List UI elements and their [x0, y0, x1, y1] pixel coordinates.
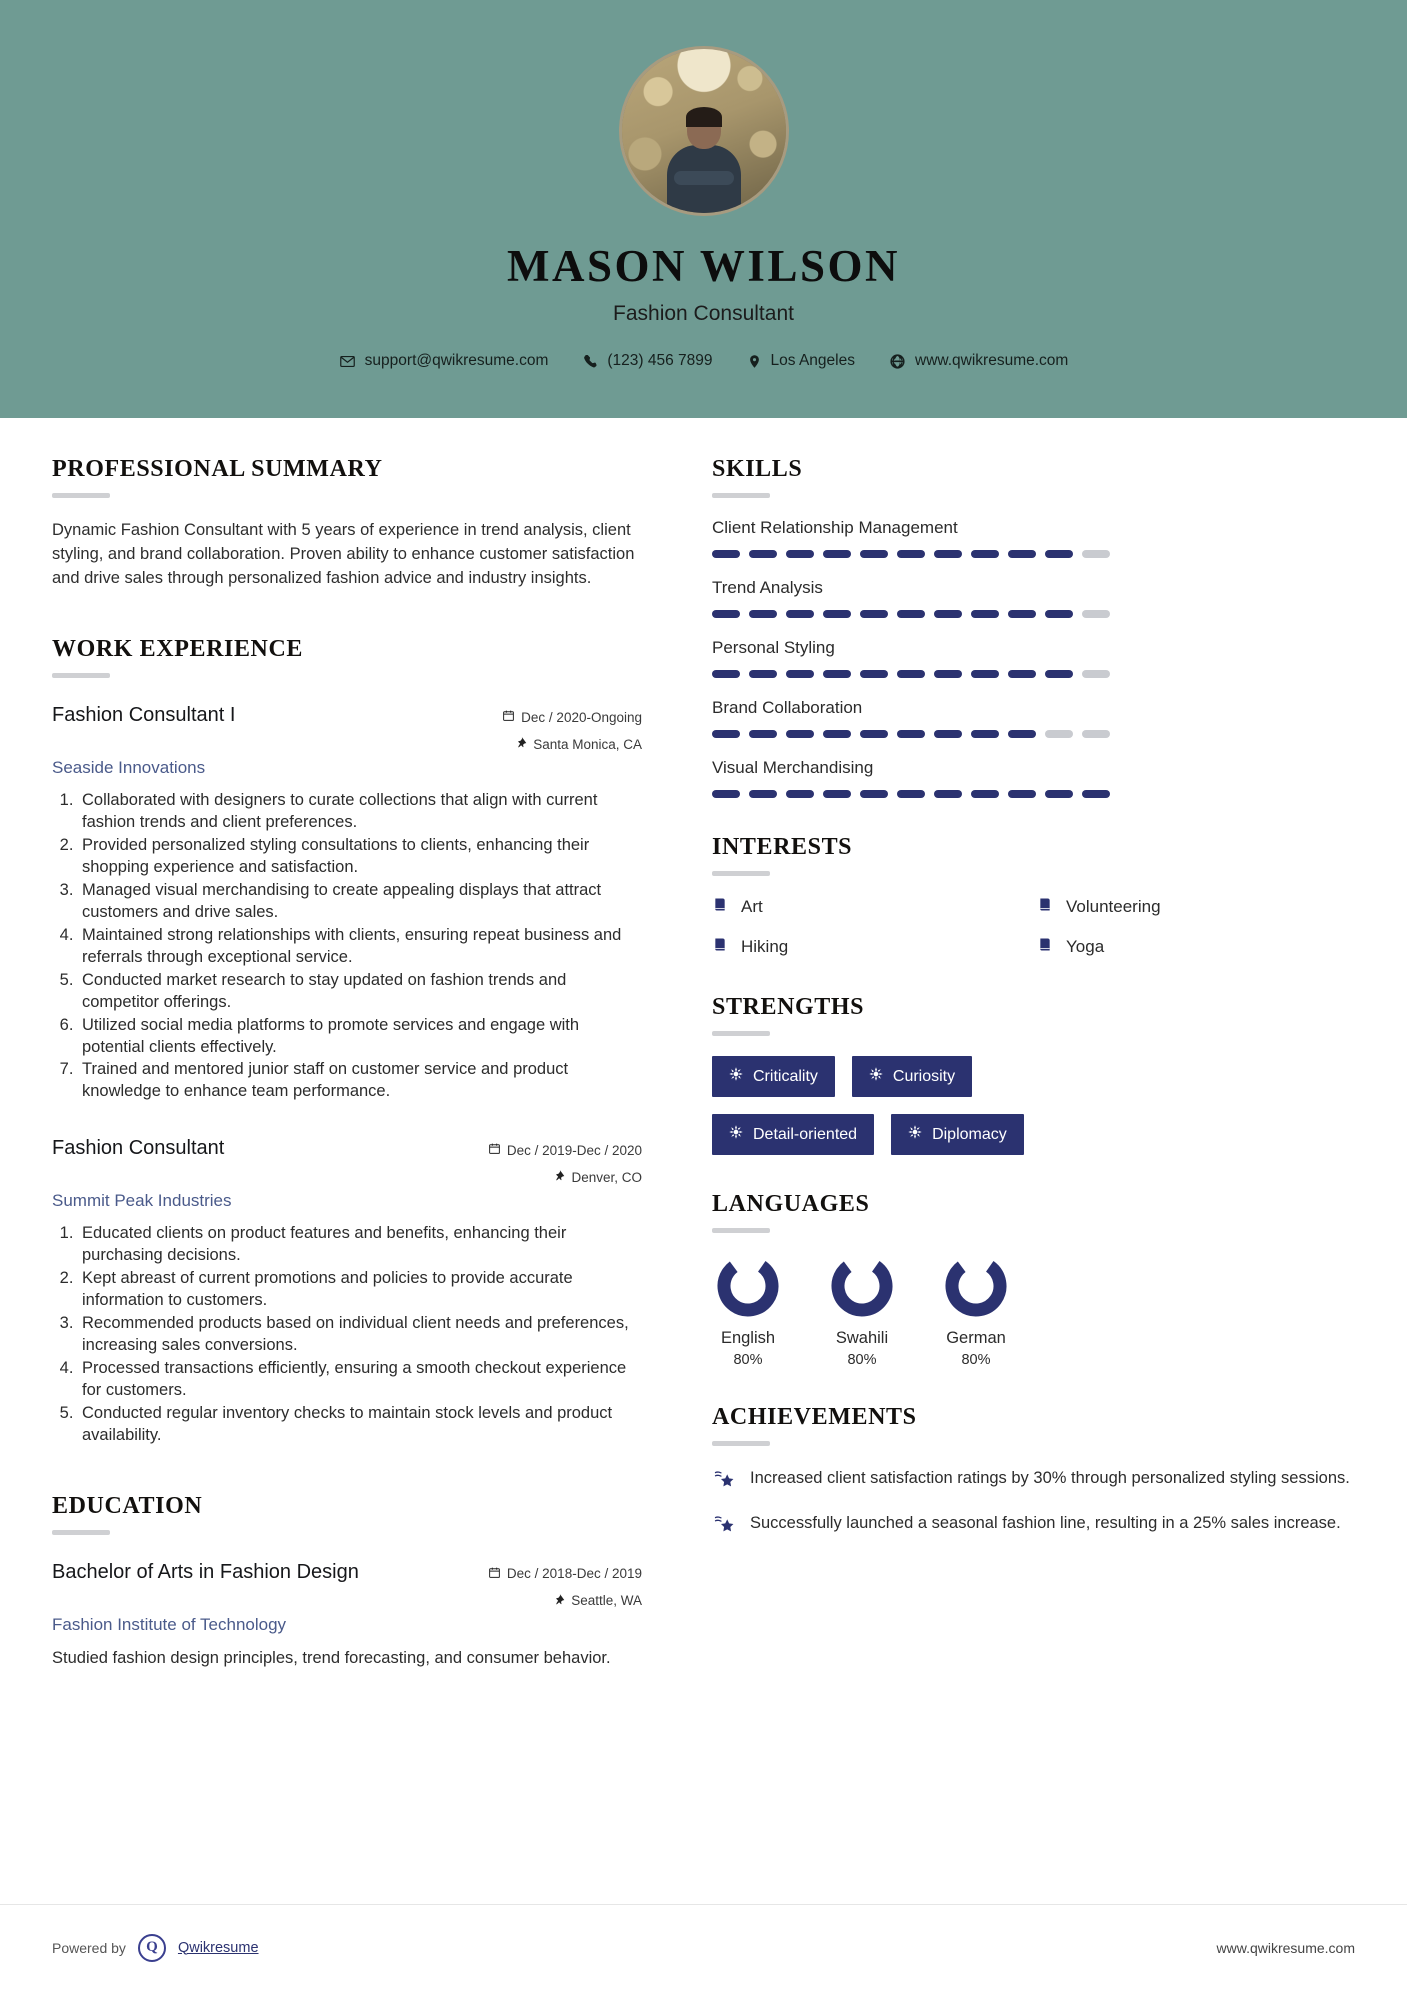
- skill-segment: [1008, 610, 1036, 618]
- interest-label: Yoga: [1066, 937, 1105, 956]
- skill-segment: [1008, 670, 1036, 678]
- globe-icon: [889, 353, 906, 370]
- section-rule: [52, 673, 110, 678]
- work-entry-meta: [502, 704, 642, 752]
- avatar-hair: [686, 107, 722, 127]
- summary-text: Dynamic Fashion Consultant with 5 years of experience in trend analysis, client styling, and brand collaboration. Proven ability to enhance customer satisfaction and drive sales through personalized fashion advice and industry insights.: [52, 521, 635, 588]
- book-icon: [1037, 936, 1053, 958]
- skill-segment: [786, 670, 814, 678]
- skill-segment: [823, 730, 851, 738]
- work-location: [502, 736, 642, 752]
- section-title-achievements: ACHIEVEMENTS: [712, 1404, 917, 1430]
- section-strengths: [712, 994, 1352, 1155]
- skill-segment: [897, 550, 925, 558]
- contact-email[interactable]: [339, 352, 549, 370]
- work-entry: [52, 1137, 642, 1446]
- skill-segment: [749, 610, 777, 618]
- interest-label: Hiking: [741, 937, 789, 956]
- work-entry-header: [52, 1137, 642, 1185]
- skill-segment: [749, 730, 777, 738]
- sparkle-icon: [908, 1125, 922, 1144]
- achievement-text: Successfully launched a seasonal fashion line, resulting in a 25% sales increase.: [750, 1514, 1341, 1532]
- contact-phone-text: (123) 456 7899: [607, 352, 713, 369]
- skill-level-bar: [712, 550, 1352, 558]
- skill-segment: [1045, 550, 1073, 558]
- left-column: [52, 418, 672, 1671]
- language-item: [826, 1255, 898, 1368]
- strength-label: Detail-oriented: [753, 1125, 858, 1143]
- language-name: English: [720, 1329, 776, 1347]
- work-entry-header: [52, 704, 642, 752]
- education-entry: [52, 1561, 642, 1671]
- footer-branding: [52, 1934, 259, 1962]
- skill-segment: [1008, 730, 1036, 738]
- section-title-strengths: STRENGTHS: [712, 994, 865, 1020]
- language-name: Swahili: [835, 1329, 889, 1347]
- skill-segment: [934, 730, 962, 738]
- skill-segment: [934, 790, 962, 798]
- skill-label: Personal Styling: [712, 638, 835, 657]
- section-rule: [712, 1228, 770, 1233]
- contact-phone[interactable]: [582, 352, 712, 370]
- education-dates: [488, 1566, 642, 1582]
- section-achievements: [712, 1404, 1352, 1540]
- sparkle-icon: [729, 1125, 743, 1144]
- work-dates: [502, 709, 642, 725]
- skill-segment: [860, 550, 888, 558]
- pushpin-icon: [515, 736, 527, 752]
- education-description: Studied fashion design principles, trend forecasting, and consumer behavior.: [52, 1648, 611, 1667]
- section-title-skills: SKILLS: [712, 456, 803, 482]
- footer-website: www.qwikresume.com: [1216, 1939, 1355, 1956]
- list-item: 5. Conducted regular inventory checks to maintain stock levels and product availability.: [78, 1403, 642, 1447]
- education-school: Fashion Institute of Technology: [52, 1614, 287, 1634]
- section-rule: [712, 1031, 770, 1036]
- interest-item: [712, 896, 1027, 918]
- skill-level-bar: [712, 790, 1352, 798]
- page-footer: [0, 1904, 1407, 1990]
- section-title-work: WORK EXPERIENCE: [52, 636, 304, 663]
- interest-label: Art: [741, 897, 763, 916]
- skill-segment: [897, 610, 925, 618]
- skill-label: Visual Merchandising: [712, 758, 874, 777]
- skill-segment: [971, 670, 999, 678]
- skill-segment: [1082, 670, 1110, 678]
- skill-segment: [860, 610, 888, 618]
- work-location-text: Santa Monica, CA: [533, 736, 642, 752]
- contact-email-text: support@qwikresume.com: [364, 352, 549, 369]
- skill-segment: [1082, 730, 1110, 738]
- list-item: 4. Maintained strong relationships with clients, ensuring repeat business and referrals through exceptional service.: [78, 925, 642, 969]
- book-icon: [1037, 896, 1053, 918]
- skill-segment: [786, 730, 814, 738]
- skill-segment: [786, 610, 814, 618]
- powered-by-label: Powered by: [52, 1939, 126, 1956]
- language-donut: [945, 1255, 1007, 1317]
- pushpin-icon: [553, 1169, 565, 1185]
- work-company: Seaside Innovations: [52, 758, 206, 778]
- award-star-icon: [712, 1468, 736, 1495]
- page-title: MASON WILSON: [507, 241, 900, 291]
- work-job-title: Fashion Consultant I: [52, 704, 236, 727]
- section-rule: [712, 871, 770, 876]
- work-company: Summit Peak Industries: [52, 1191, 232, 1211]
- strengths-list: [712, 1056, 1042, 1155]
- skill-segment: [823, 550, 851, 558]
- achievement-text: Increased client satisfaction ratings by 30% through personalized styling sessions.: [750, 1469, 1350, 1487]
- skill-label: Client Relationship Management: [712, 518, 958, 537]
- language-item: [712, 1255, 784, 1368]
- list-item: 2. Kept abreast of current promotions and policies to provide accurate information to customers.: [78, 1268, 642, 1312]
- skill-segment: [823, 790, 851, 798]
- calendar-icon: [488, 1142, 501, 1158]
- section-title-interests: INTERESTS: [712, 834, 853, 860]
- skill-segment: [749, 550, 777, 558]
- work-entry-meta: [488, 1137, 642, 1185]
- strength-badge: [852, 1056, 972, 1097]
- resume-header: [0, 0, 1407, 418]
- skill-level-bar: [712, 670, 1352, 678]
- skill-segment: [712, 730, 740, 738]
- work-dates: [488, 1142, 642, 1158]
- skill-segment: [860, 730, 888, 738]
- skill-segment: [1008, 550, 1036, 558]
- list-item: 1. Collaborated with designers to curate collections that align with current fashion trends and client preferences.: [78, 790, 642, 834]
- skill-segment: [897, 790, 925, 798]
- avatar-arms: [674, 171, 734, 185]
- skill-segment: [1008, 790, 1036, 798]
- achievement-item: [712, 1513, 1352, 1540]
- skill-segment: [786, 550, 814, 558]
- sparkle-icon: [729, 1067, 743, 1086]
- work-location-text: Denver, CO: [571, 1169, 642, 1185]
- contact-website-text: www.qwikresume.com: [915, 352, 1069, 369]
- skill-segment: [1045, 670, 1073, 678]
- skill-segment: [934, 670, 962, 678]
- list-item: 3. Managed visual merchandising to create appealing displays that attract customers and drive sales.: [78, 880, 642, 924]
- skill-segment: [749, 790, 777, 798]
- skill-segment: [971, 790, 999, 798]
- skill-segment: [712, 610, 740, 618]
- section-languages: [712, 1191, 1352, 1368]
- section-professional-summary: [52, 456, 642, 590]
- language-percent: 80%: [847, 1352, 877, 1368]
- skill-segment: [1082, 550, 1110, 558]
- skill-segment: [1045, 730, 1073, 738]
- interest-item: [1037, 896, 1352, 918]
- skill-segment: [823, 610, 851, 618]
- resume-body: [0, 418, 1407, 1671]
- work-entry: [52, 704, 642, 1103]
- section-rule: [52, 493, 110, 498]
- languages-list: [712, 1255, 1352, 1368]
- strength-badge: [712, 1114, 874, 1155]
- skill-item: [712, 638, 1352, 678]
- section-title-languages: LANGUAGES: [712, 1191, 870, 1217]
- work-bullets: [52, 1223, 642, 1446]
- work-location: [488, 1169, 642, 1185]
- education-entry-header: [52, 1561, 642, 1609]
- strength-badge: [712, 1056, 835, 1097]
- job-role-subtitle: Fashion Consultant: [613, 302, 794, 325]
- list-item: 6. Utilized social media platforms to promote services and engage with potential clients effectively.: [78, 1015, 642, 1059]
- skill-item: [712, 698, 1352, 738]
- achievements-list: [712, 1468, 1352, 1540]
- work-bullets: [52, 790, 642, 1103]
- strength-label: Diplomacy: [932, 1125, 1007, 1143]
- list-item: 2. Provided personalized styling consultations to clients, enhancing their shopping experience and satisfaction.: [78, 835, 642, 879]
- interests-grid: [712, 896, 1352, 958]
- skill-segment: [897, 730, 925, 738]
- section-title-summary: PROFESSIONAL SUMMARY: [52, 456, 383, 482]
- skill-segment: [971, 610, 999, 618]
- section-skills: [712, 456, 1352, 798]
- education-location: [488, 1593, 642, 1609]
- skill-item: [712, 758, 1352, 798]
- language-donut: [717, 1255, 779, 1317]
- skill-segment: [934, 610, 962, 618]
- education-entry-meta: [488, 1561, 642, 1609]
- language-percent: 80%: [961, 1352, 991, 1368]
- list-item: 5. Conducted market research to stay updated on fashion trends and competitor offerings.: [78, 970, 642, 1014]
- list-item: 1. Educated clients on product features and benefits, enhancing their purchasing decisions.: [78, 1223, 642, 1267]
- donut-chart: [945, 1255, 1007, 1317]
- section-rule: [52, 1530, 110, 1535]
- skill-level-bar: [712, 730, 1352, 738]
- calendar-icon: [488, 1566, 501, 1582]
- skill-segment: [860, 790, 888, 798]
- avatar: [619, 46, 789, 216]
- section-rule: [712, 1441, 770, 1446]
- skill-label: Trend Analysis: [712, 578, 823, 597]
- language-name: German: [946, 1329, 1006, 1347]
- language-item: [940, 1255, 1012, 1368]
- contact-location-text: Los Angeles: [770, 352, 855, 369]
- qwikresume-logo-icon: Q: [138, 1934, 166, 1962]
- education-location-text: Seattle, WA: [571, 1593, 642, 1609]
- language-percent: 80%: [733, 1352, 763, 1368]
- section-interests: [712, 834, 1352, 958]
- work-job-title: Fashion Consultant: [52, 1137, 225, 1160]
- achievement-item: [712, 1468, 1352, 1495]
- skill-segment: [823, 670, 851, 678]
- work-dates-text: Dec / 2019-Dec / 2020: [506, 1142, 642, 1158]
- pushpin-icon: [553, 1593, 565, 1609]
- book-icon: [712, 936, 728, 958]
- interest-item: [1037, 936, 1352, 958]
- avatar-portrait: [667, 105, 741, 213]
- award-star-icon: [712, 1513, 736, 1540]
- list-item: 4. Processed transactions efficiently, ensuring a smooth checkout experience for customers.: [78, 1358, 642, 1402]
- skill-segment: [712, 670, 740, 678]
- section-title-education: EDUCATION: [52, 1492, 203, 1519]
- skill-label: Brand Collaboration: [712, 698, 863, 717]
- skill-segment: [712, 550, 740, 558]
- skill-item: [712, 578, 1352, 618]
- interest-item: [712, 936, 1027, 958]
- strength-badge: [891, 1114, 1024, 1155]
- education-dates-text: Dec / 2018-Dec / 2019: [506, 1566, 642, 1582]
- skill-segment: [1082, 790, 1110, 798]
- envelope-icon: [339, 353, 356, 370]
- section-education: [52, 1493, 642, 1671]
- contact-bar: [0, 352, 1407, 370]
- skill-segment: [786, 790, 814, 798]
- skill-segment: [860, 670, 888, 678]
- sparkle-icon: [869, 1067, 883, 1086]
- skill-segment: [971, 730, 999, 738]
- skill-level-bar: [712, 610, 1352, 618]
- skill-segment: [1045, 790, 1073, 798]
- skill-item: [712, 518, 1352, 558]
- right-column: [672, 418, 1352, 1671]
- skill-segment: [897, 670, 925, 678]
- calendar-icon: [502, 709, 515, 725]
- skill-segment: [712, 790, 740, 798]
- skill-segment: [749, 670, 777, 678]
- strength-label: Criticality: [753, 1067, 818, 1085]
- contact-location[interactable]: [747, 352, 855, 370]
- strength-label: Curiosity: [892, 1067, 956, 1085]
- education-degree: Bachelor of Arts in Fashion Design: [52, 1560, 359, 1583]
- skill-segment: [1082, 610, 1110, 618]
- map-pin-icon: [747, 353, 762, 370]
- list-item: 3. Recommended products based on individual client needs and preferences, increasing sales conversions.: [78, 1313, 642, 1357]
- donut-chart: [831, 1255, 893, 1317]
- skill-segment: [971, 550, 999, 558]
- work-dates-text: Dec / 2020-Ongoing: [521, 709, 642, 725]
- section-work-experience: [52, 636, 642, 1447]
- section-rule: [712, 493, 770, 498]
- language-donut: [831, 1255, 893, 1317]
- phone-icon: [582, 353, 598, 369]
- donut-chart: [717, 1255, 779, 1317]
- book-icon: [712, 896, 728, 918]
- skill-segment: [934, 550, 962, 558]
- qwikresume-brand-link[interactable]: Qwikresume: [177, 1939, 259, 1956]
- interest-label: Volunteering: [1066, 897, 1161, 916]
- list-item: 7. Trained and mentored junior staff on customer service and product knowledge to enhance team performance.: [78, 1059, 642, 1103]
- skill-segment: [1045, 610, 1073, 618]
- contact-website[interactable]: [889, 352, 1068, 370]
